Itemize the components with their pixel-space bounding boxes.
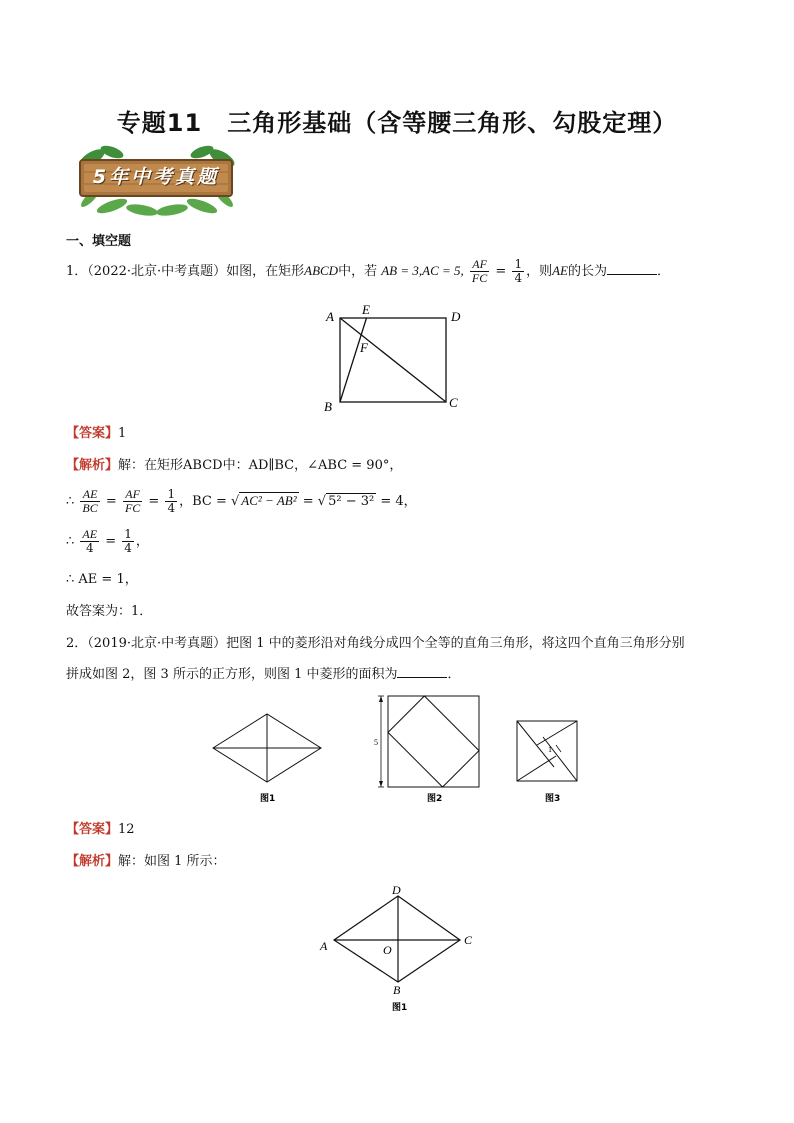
fig3-label: 1 <box>548 745 552 754</box>
label-A: A <box>326 309 334 324</box>
label-C: C <box>449 395 458 410</box>
year-badge <box>72 144 240 220</box>
fig2-side-label: 5 <box>374 738 378 747</box>
diag-label-C: C <box>464 933 473 947</box>
diag-label-B: B <box>393 983 401 997</box>
diag-caption: 图1 <box>392 1003 408 1013</box>
answer-blank-2 <box>397 664 447 678</box>
question-1: 1．（2022·北京·中考真题）如图，在矩形ABCD中，若 AB = 3,AC = 5, $\frac{AF}{FC}$ = $\frac{1}{4}$ ，则AE的长为 ． <box>66 257 671 285</box>
q1-rectangle-figure <box>318 300 468 416</box>
label-F: F <box>360 340 368 355</box>
label-E: E <box>362 302 370 317</box>
q1-answer: 【答案】1 <box>66 426 127 441</box>
question-2-line-2: 拼成如图 2，图 3 所示的正方形，则图 1 中菱形的面积为 ． <box>66 664 461 685</box>
q1-analysis-4: ∴ AE = 1， <box>66 572 138 587</box>
page-title: 专题11 三角形基础（含等腰三角形、勾股定理） <box>116 109 678 137</box>
question-2-line-1: 2．（2019·北京·中考真题）把图 1 中的菱形沿对角线分成四个全等的直角三角形，将这四个直角三角形分别 <box>66 636 685 651</box>
q1-analysis-3: ∴ $\frac{AE}{4}$ = $\frac{1}{4}$ ， <box>66 527 149 555</box>
fig3-caption: 图3 <box>545 794 561 804</box>
fig2-caption: 图2 <box>427 794 443 804</box>
q2-analysis-1: 【解析】解：如图 1 所示： <box>66 854 226 869</box>
diag-label-A: A <box>320 939 328 953</box>
label-B: B <box>324 399 332 414</box>
q1-analysis-2: ∴ $\frac{AE}{BC}$ = $\frac{AF}{FC}$ = $\frac{1}{4}$ ，BC = √ AC² − AB² = √ 5² − 3² = 4， <box>66 487 417 515</box>
diag-label-D: D <box>392 883 401 897</box>
diag-label-O: O <box>383 943 392 957</box>
label-D: D <box>451 309 461 324</box>
answer-blank <box>607 261 657 275</box>
fig1-caption: 图1 <box>260 794 276 804</box>
section-heading: 一、填空题 <box>66 234 132 249</box>
q2-answer: 【答案】12 <box>66 822 135 837</box>
q1-analysis-5: 故答案为：1． <box>66 604 153 619</box>
q2-solution-rhombus <box>312 880 482 1014</box>
badge-text: 5年中考真题 <box>92 166 220 188</box>
q1-analysis-1: 【解析】解：在矩形ABCD中：AD∥BC，∠ABC = 90°， <box>66 458 403 473</box>
q2-figures <box>205 690 595 808</box>
